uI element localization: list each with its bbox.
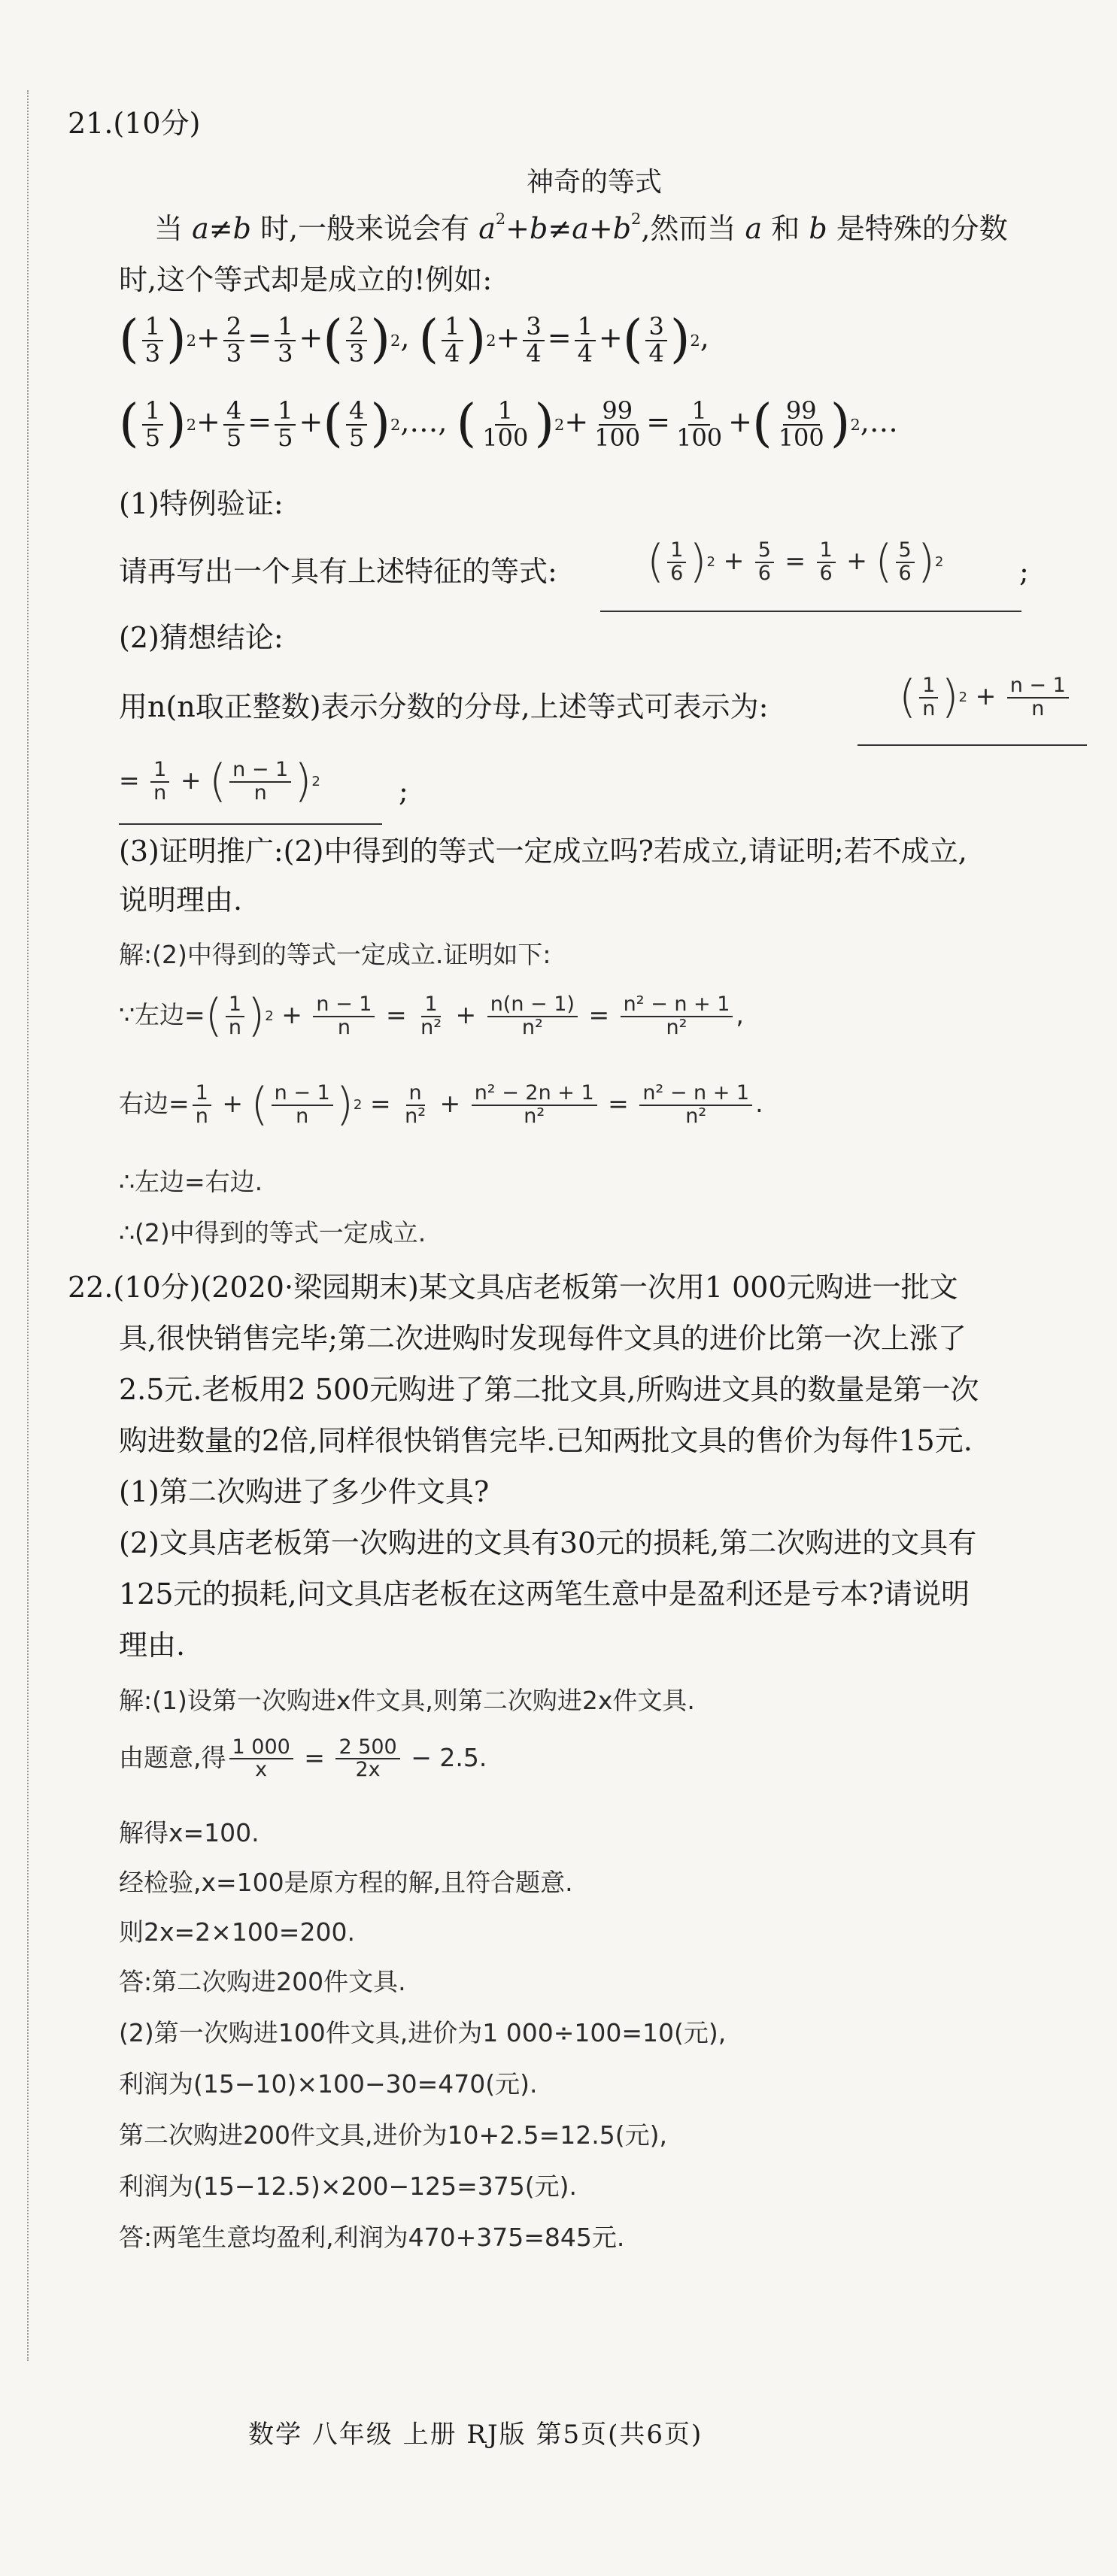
q21-part1-semicolon: ; (1019, 555, 1029, 588)
q21-example-equations-row2: ( $\frac{1}{5}$ ) 2 + $\frac{4}{5}$ = $\frac{1}{5}$ + ( $\frac{4}{5}$ ) 2 ,…, ( $\frac{1}{100}$ ) 2 + $\frac{99}{100}$ = $\frac{1}{100}$ + ( $\frac{99}{100}$ ) 2 ,… (119, 394, 898, 454)
q21-part2-label: (2)猜想结论: (119, 621, 284, 654)
q21-conclusion-2: ∴(2)中得到的等式一定成立. (119, 1218, 426, 1247)
q22-stem-line2: 具,很快销售完毕;第二次进购时发现每件文具的进价比第一次上涨了 (119, 1322, 967, 1355)
q21-example-equations-row1: ( $\frac{1}{3}$ ) 2 + $\frac{2}{3}$ = $\frac{1}{3}$ + ( $\frac{2}{3}$ ) 2 , ( $\frac{1}{4}$ ) 2 + $\frac{3}{4}$ = $\frac{1}{4}$ + ( $\frac{3}{4}$ ) 2 , (119, 310, 709, 370)
q21-part2-answer-line1 (857, 744, 1087, 746)
q21-intro-line1: 当 a≠b 时,一般来说会有 $a^2+b\ne a+b^2$,然而当 a 和 b 是特殊的分数 (154, 210, 1008, 245)
q22-part2-line2: 125元的损耗,问文具店老板在这两笔生意中是盈利还是亏本?请说明 (119, 1577, 970, 1611)
q22-solution-line6: 答:第二次购进200件文具. (119, 1967, 406, 1996)
q22-solution-equation: 由题意,得 $\frac{1 000}{x}$ = $\frac{2 500}{2x}$ − 2.5. (119, 1735, 487, 1782)
q22-solution-line7: (2)第一次购进100件文具,进价为1 000÷100=10(元), (119, 2018, 727, 2047)
q22-solution-line1: 解:(1)设第一次购进x件文具,则第二次购进2x件文具. (119, 1686, 695, 1715)
q21-intro-line2: 时,这个等式却是成立的!例如: (119, 263, 493, 296)
q22-solution-line9: 第二次购进200件文具,进价为10+2.5=12.5(元), (119, 2120, 667, 2150)
q22-stem-line4: 购进数量的2倍,同样很快销售完毕.已知两批文具的售价为每件15元. (119, 1424, 973, 1457)
q22-part1: (1)第二次购进了多少件文具? (119, 1475, 490, 1508)
binding-margin-line (27, 90, 29, 2361)
q21-part2-semicolon: ; (399, 774, 408, 808)
q21-part2-prompt: 用n(n取正整数)表示分数的分母,上述等式可表示为: (119, 690, 769, 723)
q21-solution-intro: 解:(2)中得到的等式一定成立.证明如下: (119, 940, 551, 969)
q21-title: 神奇的等式 (527, 167, 663, 198)
q21-part3-line2: 说明理由. (119, 883, 243, 917)
q22-solution-line5: 则2x=2×100=200. (119, 1917, 355, 1947)
q21-solution-right-side: 右边= $\frac{1}{n}$ + ( $\frac{n - 1}{n}$ ) 2 = $\frac{n}{\text{n²}}$ + $\frac{\text{n² − 2n + 1}}{\text{n²}}$ = $\frac{\text{n² − n + 1}}{\text{n²}}$ . (119, 1079, 763, 1131)
q22-solution-line8: 利润为(15−10)×100−30=470(元). (119, 2069, 538, 2099)
q21-conclusion-1: ∴左边=右边. (119, 1167, 263, 1196)
q21-part3-line1: (3)证明推广:(2)中得到的等式一定成立吗?若成立,请证明;若不成立, (119, 835, 967, 868)
q22-stem-line3: 2.5元.老板用2 500元购进了第二批文具,所购进文具的数量是第一次 (119, 1373, 979, 1406)
q22-part2-line1: (2)文具店老板第一次购进的文具有30元的损耗,第二次购进的文具有 (119, 1526, 977, 1559)
page-footer: 数学 八年级 上册 RJ版 第5页(共6页) (248, 2420, 703, 2450)
q21-solution-left-side: ∵左边= ( $\frac{1}{n}$ ) 2 + $\frac{n - 1}{n}$ = $\frac{1}{\text{n²}}$ + $\frac{n(n - 1)}{\text{n²}}$ = $\frac{\text{n² − n + 1}}{\text{n²}}$ , (119, 990, 744, 1042)
q21-part2-answer-part1: ( $\frac{1}{n}$ ) 2 + $\frac{n - 1}{n}$ (899, 675, 1072, 720)
q22-solution-line11: 答:两笔生意均盈利,利润为470+375=845元. (119, 2223, 625, 2252)
q21-part2-answer-line2 (119, 823, 382, 825)
q21-header: 21.(10分) (68, 107, 201, 140)
q22-part2-line3: 理由. (119, 1629, 186, 1662)
q21-part1-label: (1)特例验证: (119, 487, 284, 520)
q21-part1-answer: ( $\frac{1}{6}$ ) 2 + $\frac{5}{6}$ = $\frac{1}{6}$ + ( $\frac{5}{6}$ ) 2 (647, 536, 944, 588)
q21-part1-answer-line (600, 611, 1021, 612)
q21-part1-prompt: 请再写出一个具有上述特征的等式: (119, 555, 557, 588)
q21-part2-answer-part2: = $\frac{1}{n}$ + ( $\frac{n - 1}{n}$ ) 2 (119, 756, 320, 808)
q22-solution-line10: 利润为(15−12.5)×200−125=375(元). (119, 2171, 578, 2201)
q22-solution-line3: 解得x=100. (119, 1818, 260, 1847)
q22-stem-line1: 22.(10分)(2020·梁园期末)某文具店老板第一次用1 000元购进一批文 (68, 1271, 958, 1304)
q22-solution-line4: 经检验,x=100是原方程的解,且符合题意. (119, 1868, 573, 1897)
